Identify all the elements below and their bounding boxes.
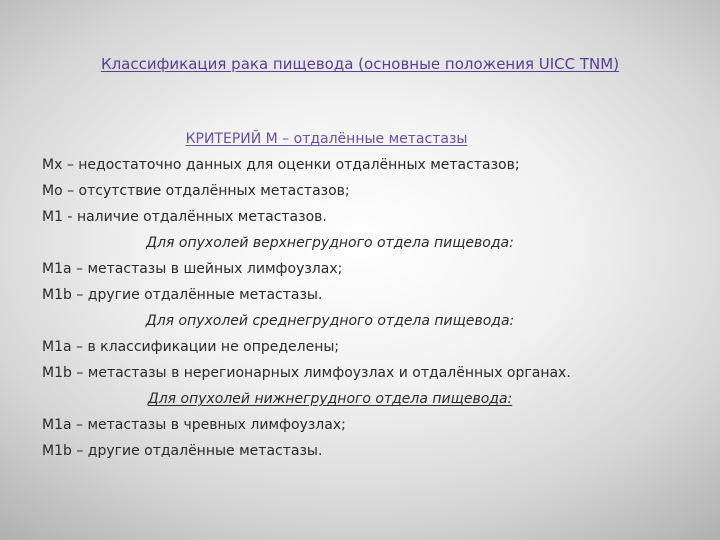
line-mo: Мо – отсутствие отдалённых метастазов; bbox=[42, 183, 350, 199]
criterion-heading: КРИТЕРИЙ М – отдалённые метастазы bbox=[185, 131, 468, 147]
line-upper-m1b: М1b – другие отдалённые метастазы. bbox=[42, 287, 323, 303]
line-middle-m1a: М1а – в классификации не определены; bbox=[42, 339, 340, 355]
slide-title: Классификация рака пищевода (основные положения UICC TNM) bbox=[100, 55, 620, 73]
line-m1: М1 - наличие отдалённых метастазов. bbox=[42, 209, 327, 225]
line-upper-m1a: М1а – метастазы в шейных лимфоузлах; bbox=[42, 261, 343, 277]
lower-section-heading: Для опухолей нижнегрудного отдела пищевода: bbox=[147, 391, 513, 407]
line-mx: Мх – недостаточно данных для оценки отдалённых метастазов; bbox=[42, 157, 520, 173]
line-middle-m1b: М1b – метастазы в нерегионарных лимфоузлах и отдалённых органах. bbox=[42, 365, 571, 381]
line-lower-m1b: М1b – другие отдалённые метастазы. bbox=[42, 443, 323, 459]
line-lower-m1a: М1а – метастазы в чревных лимфоузлах; bbox=[42, 417, 346, 433]
middle-section-heading: Для опухолей среднегрудного отдела пищевода: bbox=[145, 313, 515, 329]
upper-section-heading: Для опухолей верхнегрудного отдела пищевода: bbox=[146, 235, 514, 251]
